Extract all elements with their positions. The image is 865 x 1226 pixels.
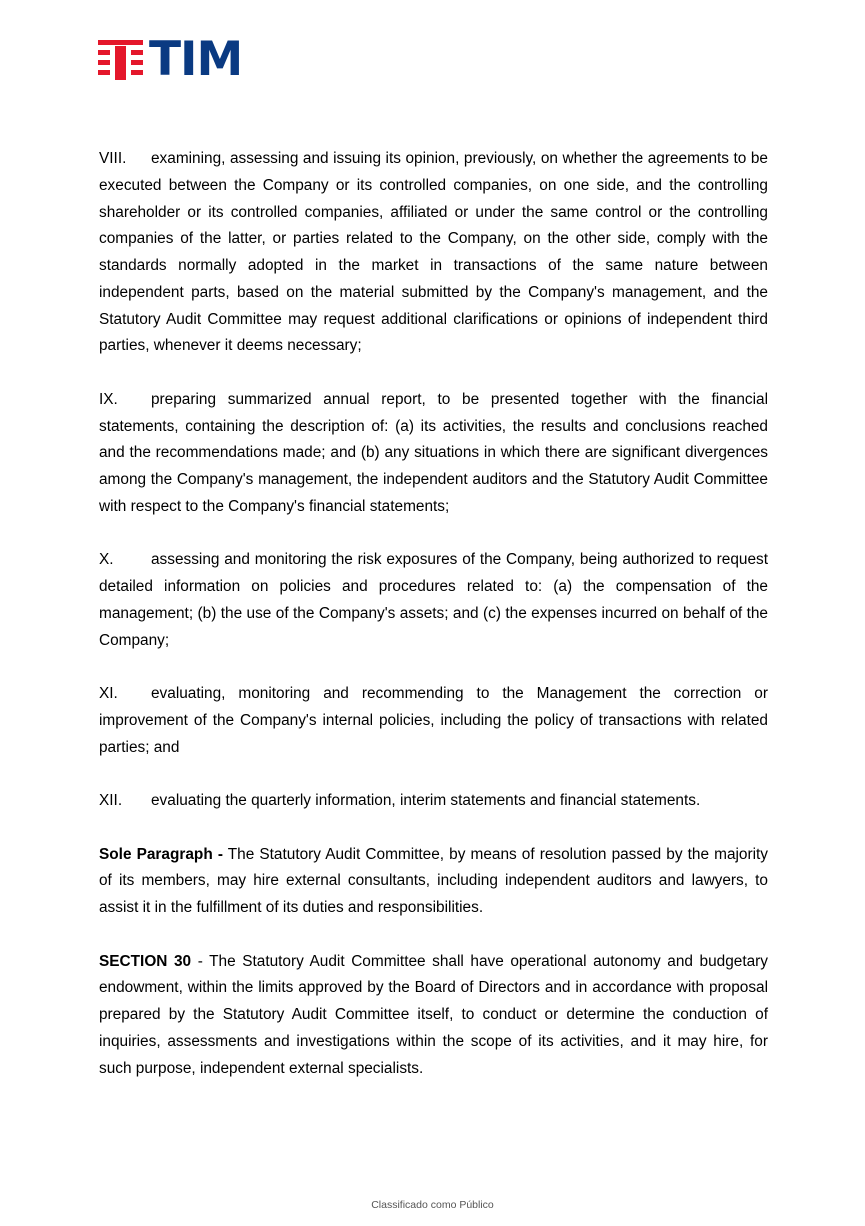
section-30-label: SECTION 30 [99,952,192,970]
list-item [99,788,768,815]
list-item [99,547,768,654]
item-text: assessing and monitoring the risk exposures of the Company, being authorized to request detailed information on policies and procedures related to: (a) the compensation of the management; (b) the use of the Company's assets; and (c) the expenses incurred on behalf of the Company; [99,551,768,649]
item-numeral: XI. [99,685,118,702]
document-body [99,146,768,1109]
item-text: examining, assessing and issuing its opinion, previously, on whether the agreements to be executed between the Company or its controlled companies, on one side, and the controlling shareholder or its controlled companies, affiliated or under the same control or the controlling companies of the latter, or parties related to the Company, on the other side, comply with the standards normally adopted in the market in transactions of the same nature between independent parts, based on the material submitted by the Company's management, and the Statutory Audit Committee may request additional clarifications or opinions of independent third parties, whenever it deems necessary; [99,150,768,355]
classification-footer: Classificado como Público [371,1199,494,1211]
tim-logo [98,32,243,87]
section-30 [99,949,768,1083]
sole-paragraph-label: Sole Paragraph - [99,845,223,863]
logo-text: TIM [149,32,243,87]
item-numeral: VIII. [99,150,127,167]
item-numeral: X. [99,551,114,569]
item-text: preparing summarized annual report, to be presented together with the financial statements, containing the description of: (a) its activities, the results and conclusions reached and the recommendations made; and (b) any situations in which there are significant divergences among the Company's management, the independent auditors and the Statutory Audit Committee with respect to the Company's financial statements; [99,390,768,515]
sole-paragraph-text: The Statutory Audit Committee, by means of resolution passed by the majority of its members, may hire external consultants, including independent auditors and lawyers, to assist it in the fulfillment of its duties and responsibilities. [99,845,768,916]
list-item [99,146,768,360]
section-30-text: - The Statutory Audit Committee shall have operational autonomy and budgetary endowment, within the limits approved by the Board of Directors and in accordance with proposal prepared by the Statutory Audit Committee itself, to conduct or determine the conduction of inquiries, assessments and investigations within the scope of its activities, and it may hire, for such purpose, independent external specialists. [99,952,768,1077]
item-numeral: XII. [99,792,123,809]
tim-logo-mark-icon [98,40,143,80]
item-numeral: IX. [99,390,118,408]
list-item [99,387,768,521]
item-text: evaluating, monitoring and recommending to the Management the correction or improvement of the Company's internal policies, including the policy of transactions with related parties; and [99,685,768,756]
item-text: evaluating the quarterly information, interim statements and financial statements. [151,792,701,809]
sole-paragraph [99,842,768,922]
list-item [99,681,768,761]
